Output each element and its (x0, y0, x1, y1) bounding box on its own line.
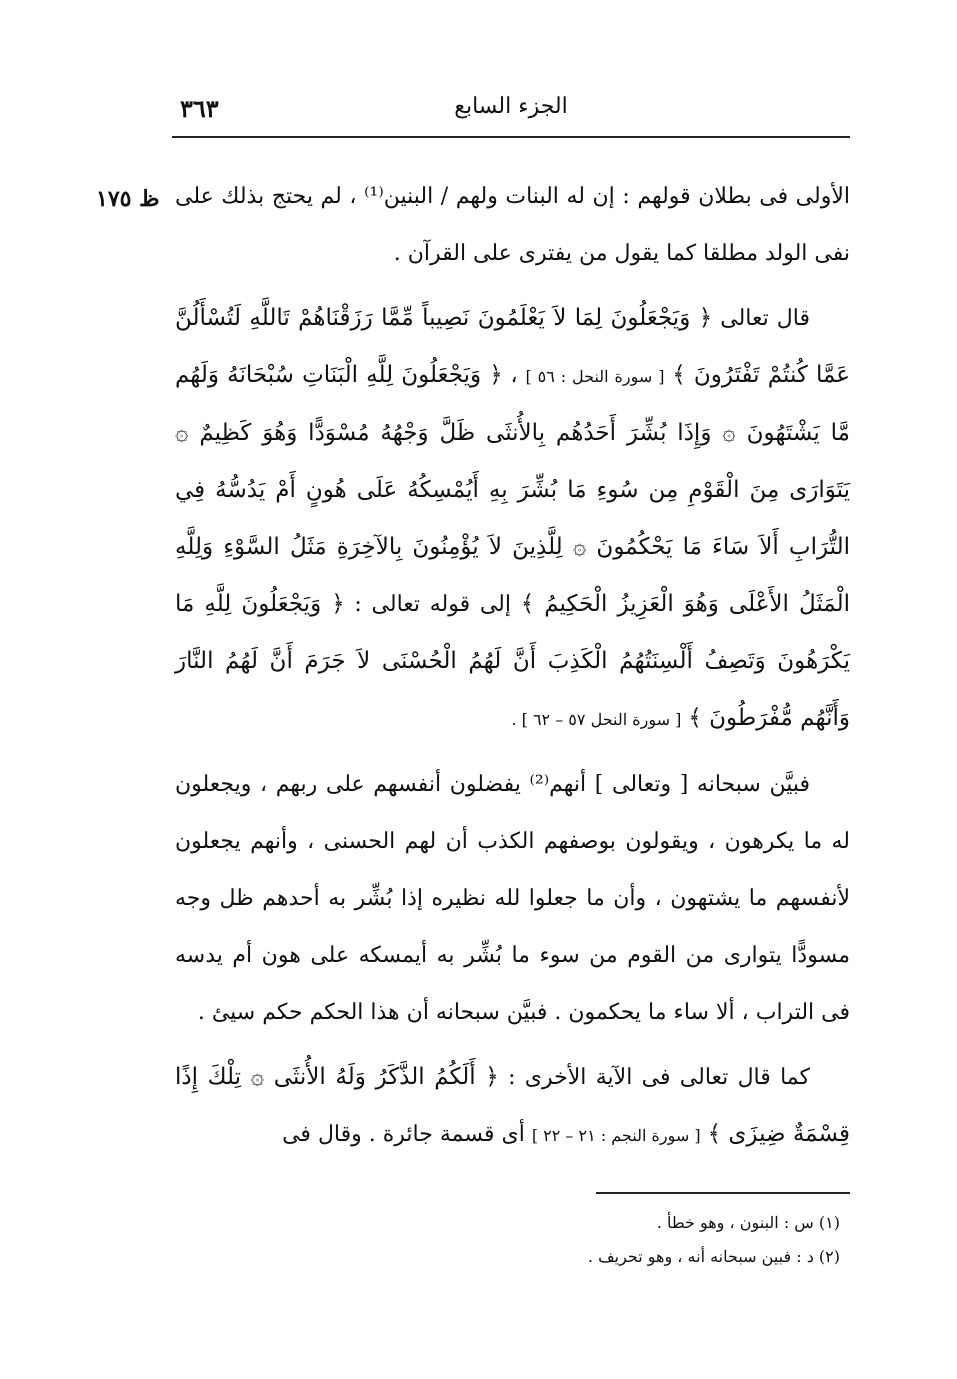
paragraph-2-intro: قال تعالى (720, 306, 810, 331)
separator: ، (510, 363, 518, 388)
quran-quote-4: ﴿ أَلَكُمُ الذَّكَرُ وَلَهُ الأُنثَى ۞ تِلْكَ إِذًا قِسْمَةٌ ضِيزَى ﴾ (175, 1064, 850, 1147)
page-number: ٣٦٣ (180, 94, 219, 123)
quran-reference-3: [ سورة النحل ٥٧ – ٦٢ ] . (511, 710, 682, 729)
body-text (175, 168, 850, 1164)
paragraph-4 (175, 1049, 850, 1164)
paragraph-4-outro: أى قسمة جائرة . وقال فى (282, 1122, 525, 1147)
footnote-divider (596, 1192, 850, 1194)
paragraph-2-mid: إلى قوله تعالى : (354, 592, 511, 617)
footnotes (400, 1206, 840, 1274)
quran-quote-2: ﴿ وَيَجْعَلُونَ لِلَّهِ الْبَنَاتِ سُبْحَانَهُ وَلَهُم مَّا يَشْتَهُونَ ۞ وَإِذَا بُشِّرَ أَحَدُهُم بِالأُنثَى ظَلَّ وَجْهُهُ مُسْوَدًّا وَهُوَ كَظِيمٌ ۞ يَتَوَارَى مِنَ الْقَوْمِ مِن سُوءِ مَا بُشِّرَ بِهِ أَيُمْسِكُهُ عَلَى هُونٍ أَمْ يَدُسُّهُ فِي التُّرَابِ أَلاَ سَاءَ مَا يَحْكُمُونَ ۞ لِلَّذِينَ لاَ يُؤْمِنُونَ بِالآخِرَةِ مَثَلُ السَّوْءِ وَلِلَّهِ الْمَثَلُ الأَعْلَى وَهُوَ الْعَزِيزُ الْحَكِيمُ ﴾ (175, 362, 851, 617)
quran-reference-4: [ سورة النجم : ٢١ – ٢٢ ] (531, 1126, 701, 1145)
quran-reference-1: [ سورة النحل : ٥٦ ] (525, 367, 665, 386)
footnote-1: (١) س : البنون ، وهو خطأ . (656, 1213, 840, 1232)
margin-note: ظ ١٧٥ (96, 186, 160, 212)
paragraph-2 (175, 290, 850, 748)
paragraph-3: فبيَّن سبحانه [ وتعالى ] أنهم⁽²⁾ يفضلون أنفسهم على ربهم ، ويجعلون له ما يكرهون ، ويقولون بوصفهم الكذب أن لهم الحسنى ، وأنهم يجعلون لأنفسهم ما يشتهون ، وأن ما جعلوا لله نظيره إذا بُشِّر به أحدهم ظل وجه مسودًّا يتوارى من القوم من سوء ما بُشِّر به أيمسكه على هون أم يدسه فى التراب ، ألا ساء ما يحكمون . فبيَّن سبحانه أن هذا الحكم حكم سيئ . (175, 772, 850, 1025)
footnote-2: (٢) د : فبين سبحانه أنه ، وهو تحريف . (587, 1247, 840, 1266)
quran-quote-3: ﴿ وَيَجْعَلُونَ لِلَّهِ مَا يَكْرَهُونَ وَتَصِفُ أَلْسِنَتُهُمُ الْكَذِبَ أَنَّ لَهُمُ الْحُسْنَى لاَ جَرَمَ أَنَّ لَهُمُ النَّارَ وَأَنَّهُم مُّفْرَطُونَ ﴾ (175, 591, 850, 731)
page-header (172, 88, 850, 138)
paragraph-4-intro: كما قال تعالى فى الآية الأخرى : (508, 1065, 810, 1090)
paragraph-1: الأولى فى بطلان قولهم : إن له البنات ولهم / البنين⁽¹⁾ ، لم يحتج بذلك على نفى الولد مطلقا كما يقول من يفترى على القرآن . (175, 184, 850, 266)
running-title: الجزء السابع (454, 94, 568, 119)
quran-quote-1: ﴿ وَيَجْعَلُونَ لِمَا لاَ يَعْلَمُونَ نَصِيباً مِّمَّا رَزَقْنَاهُمْ تَاللَّهِ لَتُسْأَلُنَّ عَمَّا كُنتُمْ تَفْتَرُونَ ﴾ (175, 305, 851, 388)
